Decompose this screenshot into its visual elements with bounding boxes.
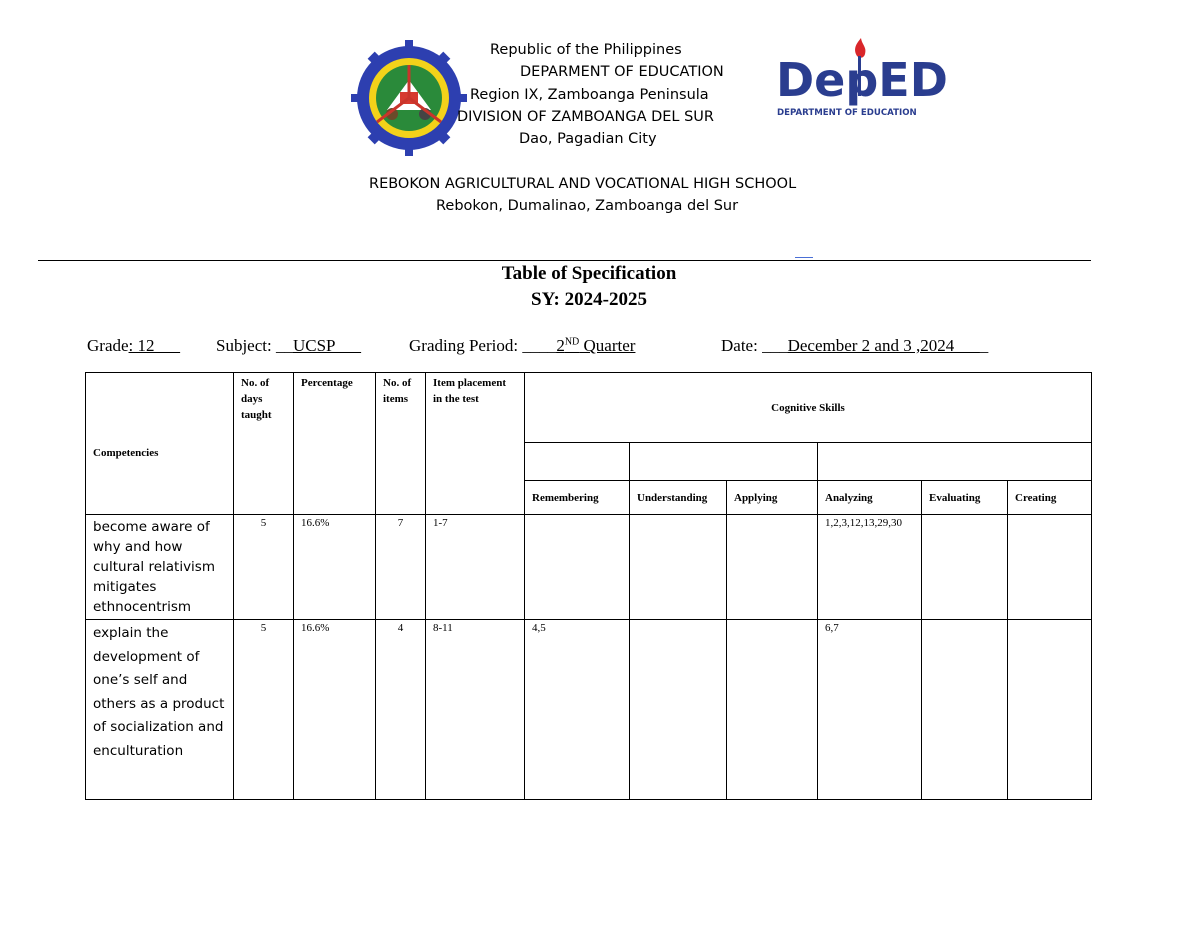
row-items: 7 [376, 515, 426, 620]
header-region: Region IX, Zamboanga Peninsula [470, 87, 709, 103]
row-understanding [630, 515, 727, 620]
header-cognitive-skills: Cognitive Skills [525, 373, 1092, 443]
subject-label: Subject: __ [216, 336, 293, 355]
header-divider [38, 260, 1091, 261]
header-percentage: Percentage [294, 373, 376, 515]
header-competencies: Competencies [86, 373, 234, 515]
date-label: Date: ___ [721, 336, 788, 355]
row-items: 4 [376, 620, 426, 800]
header-division: DIVISION OF ZAMBOANGA DEL SUR [457, 109, 714, 125]
document-title: Table of Specification [501, 263, 677, 284]
row-creating [1008, 620, 1092, 800]
row-competency: explain the development of one’s self and others as a product of socialization and enculturation [86, 620, 234, 800]
subject-value: UCSP___ [292, 336, 361, 355]
row-analyzing: 6,7 [818, 620, 922, 800]
grade-value: : 12___ [128, 336, 181, 355]
header-no-of-items: No. of items [376, 373, 426, 515]
grade-label: Grade [87, 336, 129, 355]
grading-period-value: 2ND Quarter [556, 336, 636, 355]
table-row [86, 515, 1092, 620]
date-value: December 2 and 3 ,2024___ [787, 336, 980, 355]
specification-table [85, 372, 1092, 800]
row-analyzing: 1,2,3,12,13,29,30 [818, 515, 922, 620]
header-city: Dao, Pagadian City [519, 131, 657, 147]
header-evaluating: Evaluating [922, 481, 1008, 515]
row-evaluating [922, 515, 1008, 620]
row-days: 5 [234, 620, 294, 800]
blue-underline-mark [795, 257, 813, 258]
subject-field [216, 336, 361, 356]
row-placement: 8-11 [426, 620, 525, 800]
grading-period-label: Grading Period: ____ [409, 336, 557, 355]
row-applying [727, 515, 818, 620]
header-understanding: Understanding [630, 481, 727, 515]
header-analyzing: Analyzing [818, 481, 922, 515]
header-days-taught: No. of days taught [234, 373, 294, 515]
row-evaluating [922, 620, 1008, 800]
header-remembering: Remembering [525, 481, 630, 515]
header-creating: Creating [1008, 481, 1092, 515]
grading-period-field [409, 336, 635, 356]
header-republic: Republic of the Philippines [490, 42, 682, 58]
deped-logo-subtext: DEPARTMENT OF EDUCATION [777, 108, 917, 118]
row-applying [727, 620, 818, 800]
deped-logo [774, 36, 948, 122]
row-understanding [630, 620, 727, 800]
row-percentage: 16.6% [294, 515, 376, 620]
header-applying: Applying [727, 481, 818, 515]
spacer-cell [630, 443, 818, 481]
row-days: 5 [234, 515, 294, 620]
spacer-cell [525, 443, 630, 481]
row-percentage: 16.6% [294, 620, 376, 800]
row-placement: 1-7 [426, 515, 525, 620]
header-item-placement: Item placement in the test [426, 373, 525, 515]
header-department: DEPARMENT OF EDUCATION [520, 64, 724, 80]
table-row [86, 620, 1092, 800]
school-year: SY: 2024-2025 [531, 289, 647, 310]
deped-logo-text: DepED [776, 53, 948, 107]
school-seal-icon [347, 40, 472, 157]
row-remembering: 4,5 [525, 620, 630, 800]
header-school-name: REBOKON AGRICULTURAL AND VOCATIONAL HIGH SCHOOL [369, 176, 797, 192]
row-remembering [525, 515, 630, 620]
date-field: Date: ___December 2 and 3 ,2024____ [721, 336, 989, 355]
table-header-row [86, 373, 1092, 443]
spacer-cell [818, 443, 1092, 481]
row-creating [1008, 515, 1092, 620]
header-school-address: Rebokon, Dumalinao, Zamboanga del Sur [436, 198, 739, 214]
row-competency: become aware of why and how cultural relativism mitigates ethnocentrism [86, 515, 234, 620]
grade-field [87, 336, 180, 356]
